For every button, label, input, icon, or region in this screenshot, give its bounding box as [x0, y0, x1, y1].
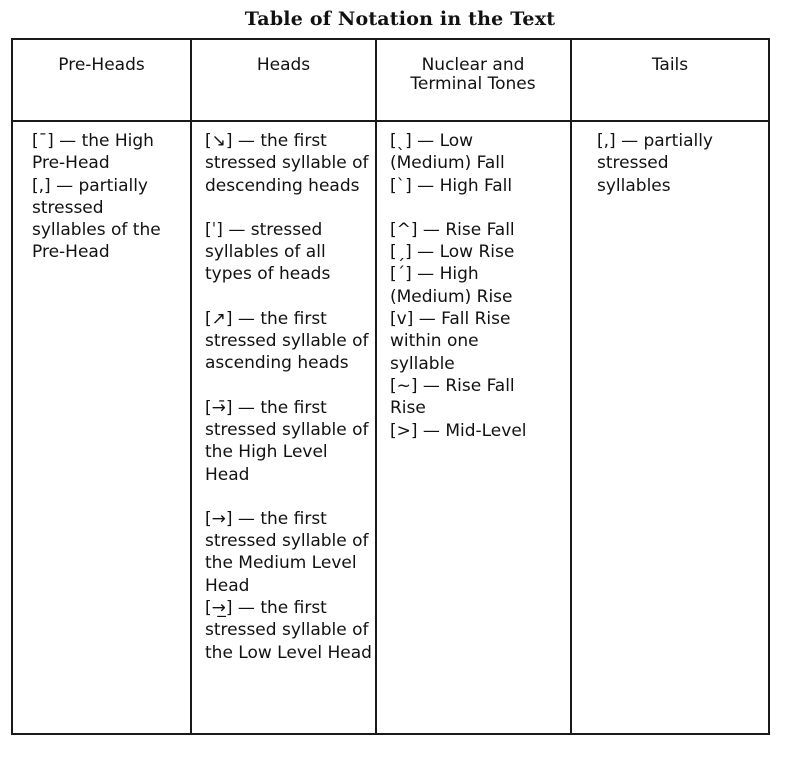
notation-entry: [→̄] — the first stressed syllable of the High Level Head: [205, 397, 369, 485]
notation-entry: [ˊ] — High (Medium) Rise: [390, 264, 513, 307]
notation-entry: [ˎ] — Low (Medium) Fall: [390, 131, 505, 174]
notation-entry: [,] — partially stressed syllables: [597, 131, 713, 196]
column-header-heads: Heads: [256, 55, 311, 75]
heads-cell: [205, 130, 373, 664]
notation-entry: [→̲] — the first stressed syllable of the Low Level Head: [205, 598, 372, 663]
column-divider: [570, 40, 572, 733]
notation-entry: [,] — partially stressed syllables of the Pre-Head: [32, 175, 161, 263]
notation-entry: [↗] — the first stressed syllable of ascending heads: [205, 308, 369, 374]
notation-entry: [^] — Rise Fall: [390, 219, 515, 240]
notation-entry: [ˋ] — High Fall: [390, 175, 513, 196]
table-header-row: [13, 40, 768, 122]
column-header-nuclear-tones: Nuclear and Terminal Tones: [410, 55, 536, 94]
column-divider: [190, 40, 192, 733]
table-title: Table of Notation in the Text: [244, 8, 556, 30]
notation-entry: [→] — the first stressed syllable of the Medium Level Head: [205, 508, 369, 596]
column-header-pre-heads: Pre-Heads: [58, 55, 145, 75]
notation-entry: [~] — Rise Fall Rise: [390, 375, 515, 419]
column-header-tails: Tails: [651, 55, 689, 75]
notation-table: [11, 38, 770, 735]
nuclear-tones-cell: [390, 130, 566, 442]
column-divider: [375, 40, 377, 733]
notation-entry: [ˈ] — stressed syllables of all types of heads: [205, 219, 331, 285]
notation-entry: [↘] — the first stressed syllable of descending heads: [205, 131, 369, 196]
notation-entry: [>] — Mid-Level: [390, 420, 527, 441]
tails-cell: [597, 130, 747, 197]
notation-entry: [¯] — the High Pre-Head: [32, 131, 154, 174]
notation-entry: [v] — Fall Rise within one syllable: [390, 309, 511, 374]
notation-entry: [ˏ] — Low Rise: [390, 242, 515, 263]
pre-heads-cell: [32, 130, 190, 264]
